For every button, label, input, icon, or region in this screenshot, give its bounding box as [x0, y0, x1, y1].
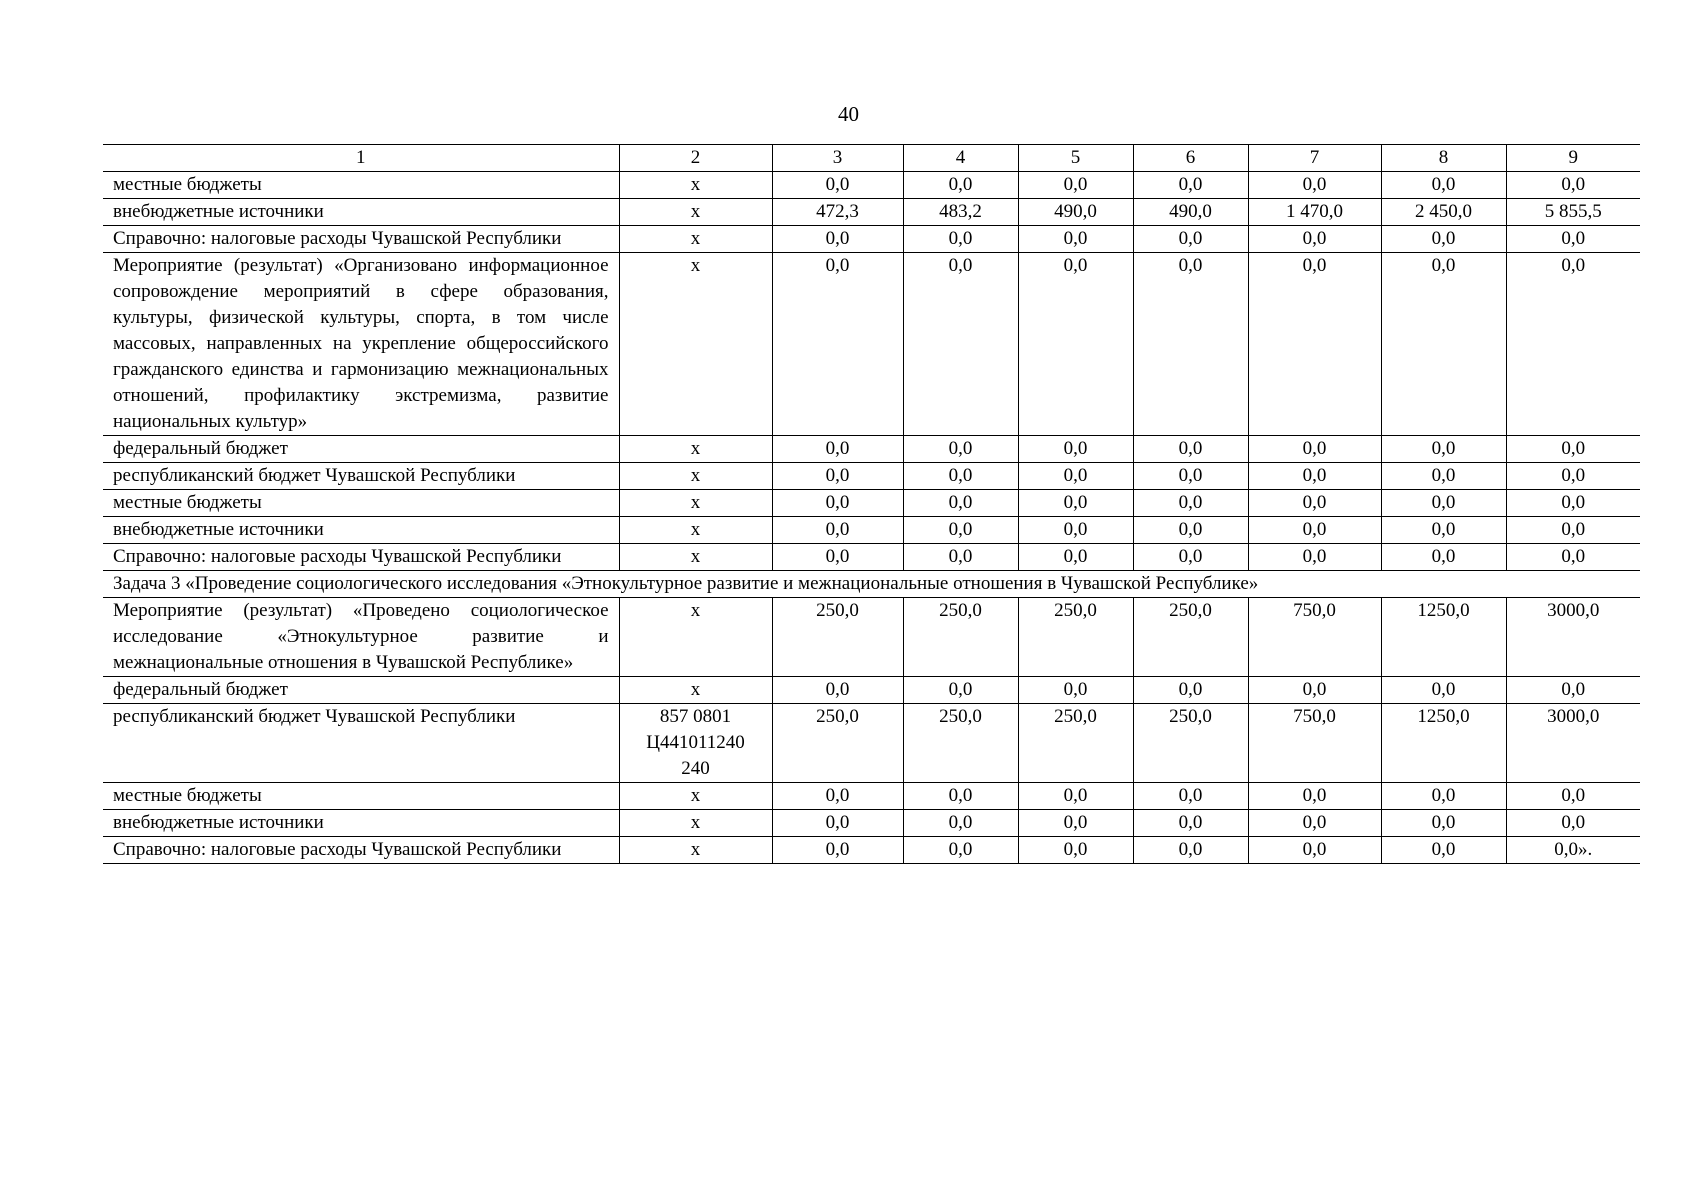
value-cell: 1 470,0	[1248, 199, 1381, 226]
value-cell: 0,0	[1381, 677, 1506, 704]
row-label: местные бюджеты	[103, 172, 619, 199]
table-row	[103, 490, 1640, 517]
value-cell: 0,0	[903, 517, 1018, 544]
value-cell: 0,0	[1381, 490, 1506, 517]
budget-code: х	[619, 226, 772, 253]
value-cell: 0,0	[772, 783, 903, 810]
value-cell: 750,0	[1248, 704, 1381, 783]
value-cell: 0,0	[772, 172, 903, 199]
budget-code	[619, 704, 772, 783]
value-cell: 250,0	[903, 704, 1018, 783]
value-cell: 0,0	[772, 544, 903, 571]
row-label: Справочно: налоговые расходы Чувашской Республики	[103, 226, 619, 253]
value-cell: 0,0	[1018, 490, 1133, 517]
value-cell: 0,0	[1506, 517, 1640, 544]
budget-code: х	[619, 544, 772, 571]
value-cell: 0,0	[1018, 517, 1133, 544]
value-cell: 0,0	[903, 253, 1018, 436]
row-label: федеральный бюджет	[103, 677, 619, 704]
budget-code: х	[619, 837, 772, 864]
value-cell: 3000,0	[1506, 704, 1640, 783]
value-cell: 0,0	[1506, 783, 1640, 810]
value-cell: 0,0	[1018, 783, 1133, 810]
value-cell: 0,0	[772, 226, 903, 253]
table-row	[103, 677, 1640, 704]
value-cell: 0,0	[1018, 172, 1133, 199]
value-cell: 0,0	[1018, 436, 1133, 463]
value-cell: 0,0	[772, 517, 903, 544]
value-cell: 0,0	[1381, 837, 1506, 864]
row-label: Справочно: налоговые расходы Чувашской Республики	[103, 837, 619, 864]
value-cell: 0,0	[1018, 810, 1133, 837]
value-cell: 5 855,5	[1506, 199, 1640, 226]
value-cell: 0,0	[1381, 463, 1506, 490]
value-cell: 0,0	[1248, 783, 1381, 810]
value-cell: 0,0	[1133, 226, 1248, 253]
budget-table	[103, 144, 1640, 864]
column-number-9: 9	[1506, 145, 1640, 172]
column-number-6: 6	[1133, 145, 1248, 172]
value-cell: 0,0	[903, 810, 1018, 837]
value-cell: 0,0	[903, 837, 1018, 864]
budget-code: х	[619, 517, 772, 544]
row-label: республиканский бюджет Чувашской Республики	[103, 463, 619, 490]
value-cell: 0,0	[1133, 783, 1248, 810]
value-cell: 0,0	[1133, 436, 1248, 463]
budget-code: х	[619, 463, 772, 490]
value-cell: 0,0	[1381, 517, 1506, 544]
value-cell: 0,0	[903, 544, 1018, 571]
row-label: федеральный бюджет	[103, 436, 619, 463]
value-cell: 483,2	[903, 199, 1018, 226]
budget-code: х	[619, 172, 772, 199]
header-row	[103, 145, 1640, 172]
value-cell: 0,0	[1248, 226, 1381, 253]
value-cell: 0,0	[1248, 436, 1381, 463]
value-cell: 0,0	[1248, 253, 1381, 436]
budget-code: х	[619, 199, 772, 226]
value-cell: 0,0	[1248, 544, 1381, 571]
budget-code: х	[619, 810, 772, 837]
table-row	[103, 253, 1640, 436]
value-cell: 0,0	[1133, 810, 1248, 837]
table-row	[103, 436, 1640, 463]
value-cell: 250,0	[1018, 704, 1133, 783]
value-cell: 2 450,0	[1381, 199, 1506, 226]
value-cell: 0,0	[1133, 837, 1248, 864]
value-cell: 250,0	[903, 598, 1018, 677]
page-number: 40	[838, 102, 859, 126]
value-cell: 0,0	[1506, 436, 1640, 463]
table-row	[103, 598, 1640, 677]
column-number-4: 4	[903, 145, 1018, 172]
row-label: республиканский бюджет Чувашской Республики	[103, 704, 619, 783]
value-cell: 0,0	[903, 172, 1018, 199]
value-cell: 0,0	[1506, 172, 1640, 199]
value-cell: 0,0	[1381, 783, 1506, 810]
budget-code-line: Ц441011240	[646, 732, 745, 753]
value-cell: 0,0	[1506, 253, 1640, 436]
table-row	[103, 172, 1640, 199]
value-cell: 0,0	[1133, 463, 1248, 490]
value-cell: 490,0	[1133, 199, 1248, 226]
row-label: Мероприятие (результат) «Организовано информационное сопровождение мероприятий в сфере образования, культуры, физической культуры, спорта, в том числе массовых, направленных на укрепление общероссийского гражданского единства и гармонизацию межнациональных отношений, профилактику экстремизма, развитие национальных культур»	[103, 253, 619, 436]
column-number-8: 8	[1381, 145, 1506, 172]
value-cell: 0,0	[903, 490, 1018, 517]
row-label: внебюджетные источники	[103, 517, 619, 544]
value-cell: 0,0	[903, 226, 1018, 253]
value-cell: 0,0	[1248, 837, 1381, 864]
value-cell: 0,0	[1506, 226, 1640, 253]
value-cell: 0,0	[1381, 810, 1506, 837]
table-row	[103, 544, 1640, 571]
table-row	[103, 837, 1640, 864]
table-row	[103, 783, 1640, 810]
value-cell: 0,0	[1133, 544, 1248, 571]
table-row	[103, 704, 1640, 783]
value-cell: 0,0	[1018, 544, 1133, 571]
column-number-3: 3	[772, 145, 903, 172]
value-cell: 0,0	[772, 810, 903, 837]
row-label: внебюджетные источники	[103, 199, 619, 226]
budget-code: х	[619, 598, 772, 677]
value-cell: 0,0	[1018, 837, 1133, 864]
value-cell: 0,0	[903, 677, 1018, 704]
column-number-5: 5	[1018, 145, 1133, 172]
value-cell: 0,0	[772, 253, 903, 436]
table-row	[103, 517, 1640, 544]
value-cell: 490,0	[1018, 199, 1133, 226]
value-cell: 0,0	[1133, 253, 1248, 436]
value-cell: 0,0	[1018, 253, 1133, 436]
task-title: Задача 3 «Проведение социологического исследования «Этнокультурное развитие и межнациональные отношения в Чувашской Республике»	[103, 571, 1640, 598]
value-cell: 0,0	[772, 677, 903, 704]
value-cell: 0,0	[1506, 810, 1640, 837]
budget-code: х	[619, 783, 772, 810]
value-cell: 0,0	[772, 837, 903, 864]
budget-code: х	[619, 490, 772, 517]
value-cell: 0,0	[1248, 172, 1381, 199]
value-cell: 0,0	[1506, 463, 1640, 490]
value-cell: 0,0	[1381, 172, 1506, 199]
value-cell: 0,0	[1506, 490, 1640, 517]
value-cell: 0,0	[1248, 810, 1381, 837]
row-label: местные бюджеты	[103, 783, 619, 810]
row-label: Справочно: налоговые расходы Чувашской Республики	[103, 544, 619, 571]
value-cell: 0,0	[1248, 490, 1381, 517]
value-cell: 0,0	[1133, 172, 1248, 199]
value-cell: 0,0	[1018, 463, 1133, 490]
row-label: Мероприятие (результат) «Проведено социологическое исследование «Этнокультурное развитие и межнациональные отношения в Чувашской Республике»	[103, 598, 619, 677]
value-cell: 250,0	[1018, 598, 1133, 677]
value-cell: 0,0	[1248, 677, 1381, 704]
budget-code: х	[619, 436, 772, 463]
value-cell: 0,0	[1381, 544, 1506, 571]
value-cell: 0,0	[903, 436, 1018, 463]
value-cell: 472,3	[772, 199, 903, 226]
value-cell: 0,0	[772, 490, 903, 517]
value-cell: 0,0	[1018, 677, 1133, 704]
value-cell: 250,0	[1133, 704, 1248, 783]
value-cell: 3000,0	[1506, 598, 1640, 677]
value-cell: 0,0».	[1506, 837, 1640, 864]
value-cell: 0,0	[1506, 544, 1640, 571]
value-cell: 0,0	[772, 463, 903, 490]
value-cell: 0,0	[1248, 463, 1381, 490]
value-cell: 250,0	[772, 598, 903, 677]
value-cell: 0,0	[1381, 253, 1506, 436]
value-cell: 0,0	[1133, 517, 1248, 544]
table-body	[103, 145, 1640, 864]
row-label: внебюджетные источники	[103, 810, 619, 837]
value-cell: 750,0	[1248, 598, 1381, 677]
budget-code: х	[619, 677, 772, 704]
column-number-7: 7	[1248, 145, 1381, 172]
table-row	[103, 226, 1640, 253]
value-cell: 0,0	[1133, 677, 1248, 704]
value-cell: 0,0	[1018, 226, 1133, 253]
value-cell: 250,0	[772, 704, 903, 783]
budget-code-line: 857 0801	[659, 706, 732, 727]
value-cell: 1250,0	[1381, 704, 1506, 783]
value-cell: 0,0	[1381, 436, 1506, 463]
value-cell: 0,0	[903, 783, 1018, 810]
task-row	[103, 571, 1640, 598]
value-cell: 0,0	[1506, 677, 1640, 704]
column-number-2: 2	[619, 145, 772, 172]
table-row	[103, 463, 1640, 490]
value-cell: 0,0	[1133, 490, 1248, 517]
value-cell: 0,0	[903, 463, 1018, 490]
budget-code-line: 240	[681, 758, 710, 779]
value-cell: 1250,0	[1381, 598, 1506, 677]
column-number-1: 1	[103, 145, 619, 172]
table-row	[103, 810, 1640, 837]
row-label: местные бюджеты	[103, 490, 619, 517]
budget-code: х	[619, 253, 772, 436]
table-row	[103, 199, 1640, 226]
value-cell: 0,0	[1381, 226, 1506, 253]
value-cell: 0,0	[772, 436, 903, 463]
value-cell: 0,0	[1248, 517, 1381, 544]
value-cell: 250,0	[1133, 598, 1248, 677]
